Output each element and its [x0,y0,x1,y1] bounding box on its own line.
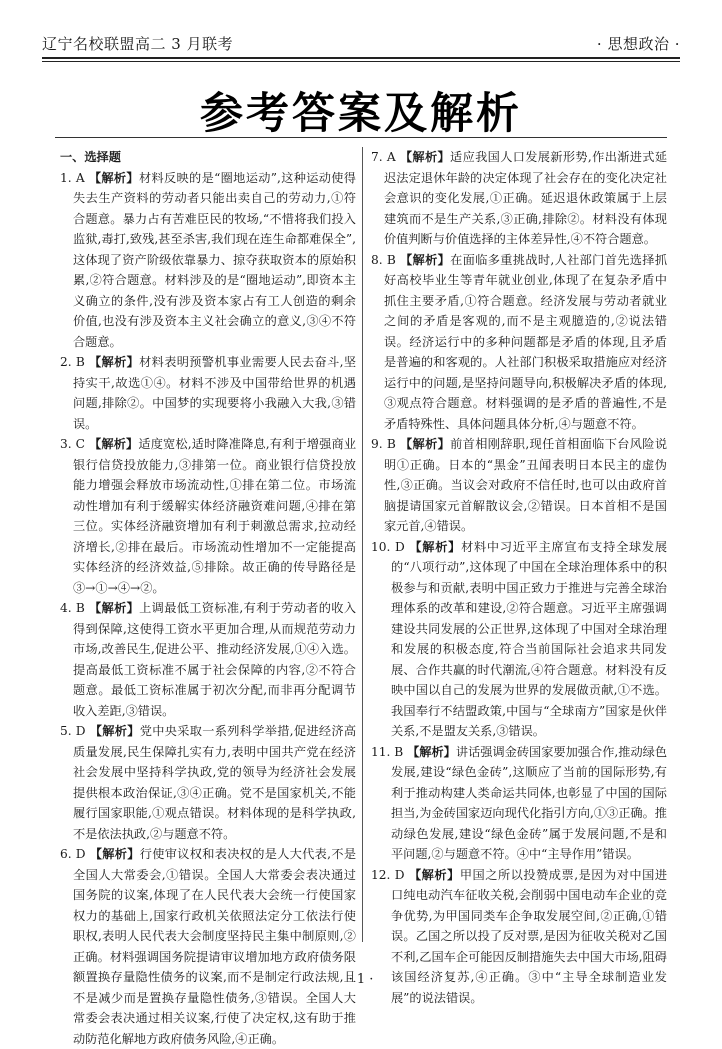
page-title: 参考答案及解析 [200,89,522,139]
right-column [371,147,667,1008]
answer-item: 12. D 【解析】甲国之所以投赞成票,是因为对中国进口纯电动汽车征收关税,会削弱中国电动车企业的竞争优势,为甲国同类车企争取发展空间,②正确,①错误。乙国之所以投了反对票,是因为征收关税对乙国不利,乙国车企可能因反制措施失去中国大市场,阻碍该国经济复苏,④正确。③中“主导全球制造业发展”的说法错误。 [371,867,668,1005]
answer-item: 3. C 【解析】适度宽松,适时降准降息,有利于增强商业银行信贷投放能力,③排第一位。商业银行信贷投放能力增强会释放市场流动性,①排在第二位。市场流动性增加有利于缓解实体经济融资难问题,④排在第三位。实体经济融资增加有利于刺激总需求,拉动经济增长,②排在最后。市场流动性增加不一定能提高实体经济的经济效益,⑤排除。故正确的传导路径是③→①→④→②。 [60,437,357,595]
answer-item: 9. B 【解析】前首相刚辞职,现任首相面临下台风险说明①正确。日本的“黑金”丑闻表明日本民主的虚伪性,③正确。当议会对政府不信任时,也可以由政府首脑提请国家元首解散议会,②错误。日本首相不是国家元首,④错误。 [371,437,668,533]
subject-name: · 思想政治 · [596,34,680,53]
section-heading: 一、选择题 [60,150,121,164]
left-column [60,147,356,1049]
answer-item: 7. A 【解析】适应我国人口发展新形势,作出渐进式延迟法定退休年龄的决定体现了社会存在的变化决定社会意识的变化发展,①正确。延迟退休政策属于上层建筑而不是生产关系,③正确,排除②。材料没有体现价值判断与价值选择的主体差异性,④不符合题意。 [371,150,668,246]
answer-item: 6. D 【解析】行使审议权和表决权的是人大代表,不是全国人大常委会,①错误。全国人大常委会表决通过国务院的议案,体现了在人民代表大会统一行使国家权力的基础上,国家行政机关依照法定分工依法行使职权,表明人民代表大会制度坚持民主集中制原则,②正确。材料强调国务院提请审议增加地方政府债务限额置换存量隐性债务的议案,而不是制定行政法规,且不是减少而是置换存量隐性债务,③错误。全国人大常委会表决通过相关议案,行使了决定权,这有助于推动防范化解地方政府债务风险,④正确。 [60,847,357,1046]
page-number: · 1 · [348,972,374,987]
answer-item: 10. D 【解析】材料中习近平主席宣布支持全球发展的“八项行动”,这体现了中国在全球治理体系中的积极参与和贡献,表明中国正致力于推进与完善全球治理体系的改革和建设,②符合题意。习近平主席强调建设共同发展的公正世界,这体现了中国对全球治理和发展的积极态度,符合当前国际社会追求共同发展、合作共赢的时代潮流,④符合题意。材料没有反映中国以自己的发展为世界的发展做贡献,①不选。我国奉行不结盟政策,中国与“全球南方”国家是伙伴关系,不是盟友关系,③错误。 [371,539,668,738]
answer-item: 1. A 【解析】材料反映的是“圈地运动”,这种运动使得失去生产资料的劳动者只能出卖自己的劳动力,①符合题意。暴力占有苦难臣民的牧场,“不惜将我们投入监狱,毒打,致残,甚至杀害,我们现在连生命都难保全”,这体现了资产阶级依靠暴力、掠夺获取资本的原始积累,②符合题意。材料涉及的是“圈地运动”,即资本主义确立的条件,没有涉及资本家占有工人创造的剩余价值,也没有涉及资本主义社会确立的意义,③④不符合题意。 [60,170,356,349]
column-divider [362,147,363,942]
answer-item: 2. B 【解析】材料表明预警机事业需要人民去奋斗,坚持实干,故选①④。材料不涉及中国带给世界的机遇问题,排除②。中国梦的实现要将小我融入大我,③错误。 [60,355,357,431]
header-rule [42,57,680,59]
running-header [42,31,680,55]
answer-item: 11. B 【解析】讲话强调金砖国家要加强合作,推动绿色发展,建设“绿色金砖”,这顺应了当前的国际形势,有利于推动构建人类命运共同体,也彰显了中国的国际担当,为金砖国家迈向现代化指引方向,①③正确。推动绿色发展,建设“绿色金砖”属于发展问题,不是和平问题,②与题意不符。④中“主导作用”错误。 [371,744,668,861]
answer-item: 5. D 【解析】党中央采取一系列科学举措,促进经济高质量发展,民生保障扎实有力,表明中国共产党在经济社会发展中坚持科学执政,党的领导为经济社会发展提供根本政治保证,③④正确。党不是国家机关,不能履行国家职能,①观点错误。材料体现的是科学执政,不是依法执政,②与题意不符。 [60,724,357,841]
title-rule [55,137,667,138]
exam-name: 辽宁名校联盟高二 3 月联考 [42,34,234,53]
answer-item: 8. B 【解析】在面临多重挑战时,人社部门首先选择抓好高校毕业生等青年就业创业,体现了在复杂矛盾中抓住主要矛盾,①符合题意。经济发展与劳动者就业之间的矛盾是客观的,而不是主观臆造的,②说法错误。经济运行中的多种问题都是矛盾的体现,且矛盾是普遍的和客观的。人社部门积极采取措施应对经济运行中的问题,是坚持问题导向,积极解决矛盾的体现,③观点符合题意。材料强调的是矛盾的普遍性,不是矛盾特殊性、具体问题具体分析,④与题意不符。 [371,252,668,431]
header-rule-thin [42,61,680,62]
answer-item: 4. B 【解析】上调最低工资标准,有利于劳动者的收入得到保障,这使得工资水平更加合理,从而规范劳动力市场,改善民生,促进公平、推动经济发展,①④入选。提高最低工资标准不属于社会保障的内容,②不符合题意。最低工资标准属于初次分配,而非再分配调节收入差距,③错误。 [60,601,357,718]
